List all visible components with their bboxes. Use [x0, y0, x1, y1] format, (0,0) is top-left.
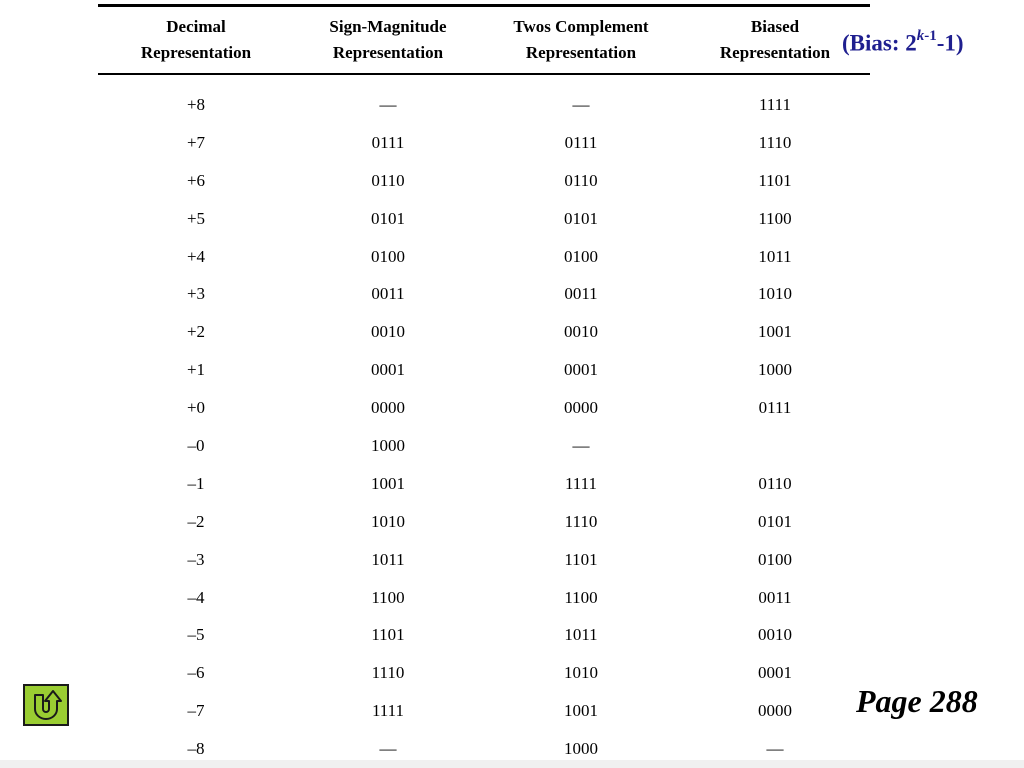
header-decimal-line1: Decimal [166, 17, 226, 36]
cell-biased: 1111 [758, 94, 792, 114]
cell-biased: 0001 [758, 663, 792, 683]
cell-twos-complement: 0000 [564, 398, 598, 418]
bias-exponent-variable: k [916, 28, 925, 44]
cell-twos-complement: 0100 [564, 246, 598, 266]
cell-twos-complement: — [572, 94, 590, 114]
cell-twos-complement: 0101 [564, 208, 598, 228]
table-row [98, 351, 870, 389]
cell-biased: 1000 [758, 360, 792, 380]
table-row [98, 162, 870, 200]
cell-decimal: +5 [186, 208, 206, 228]
table-row [98, 238, 870, 276]
cell-sign-magnitude: 1101 [371, 625, 405, 645]
cell-twos-complement: 0110 [564, 170, 598, 190]
cell-sign-magnitude: — [379, 94, 397, 114]
cell-sign-magnitude: 0100 [371, 246, 405, 266]
cell-sign-magnitude: 0110 [371, 170, 405, 190]
table-row [98, 124, 870, 162]
table-row [98, 465, 870, 503]
header-decimal-line2: Representation [140, 43, 252, 62]
cell-sign-magnitude: 1000 [371, 435, 405, 455]
cell-twos-complement: 1010 [564, 663, 598, 683]
table-row [98, 427, 870, 465]
cell-sign-magnitude: 0101 [371, 208, 405, 228]
cell-decimal: –2 [187, 511, 205, 531]
cell-biased: — [766, 739, 784, 759]
header-twos-complement-line2: Representation [525, 43, 637, 62]
cell-decimal: +2 [186, 322, 206, 342]
cell-decimal: +3 [186, 284, 206, 304]
cell-biased: 1100 [758, 208, 792, 228]
table-row [98, 200, 870, 238]
cell-biased: 0101 [758, 511, 792, 531]
cell-sign-magnitude: — [379, 739, 397, 759]
header-twos-complement [482, 14, 680, 66]
cell-decimal: –0 [187, 435, 205, 455]
representation-table [98, 4, 870, 768]
table-row [98, 654, 870, 692]
cell-twos-complement: 0011 [564, 284, 598, 304]
cell-biased: 0011 [758, 587, 792, 607]
header-biased-line1: Biased [750, 17, 800, 36]
cell-biased: 0010 [758, 625, 792, 645]
table-row [98, 579, 870, 617]
back-button[interactable] [23, 684, 69, 726]
table-row [98, 692, 870, 730]
header-twos-complement-line1: Twos Complement [513, 17, 649, 36]
table-row [98, 86, 870, 124]
header-sign-magnitude-line1: Sign-Magnitude [329, 17, 447, 36]
cell-sign-magnitude: 1111 [371, 701, 405, 721]
cell-decimal: +7 [186, 132, 206, 152]
cell-biased: 1110 [758, 132, 792, 152]
cell-decimal: –1 [187, 473, 205, 493]
page-number-label: Page 288 [856, 683, 978, 719]
cell-biased: 1001 [758, 322, 792, 342]
cell-decimal: –5 [187, 625, 205, 645]
table-header-row [98, 7, 870, 75]
cell-decimal: +8 [186, 94, 206, 114]
table-row [98, 616, 870, 654]
bias-note-prefix: (Bias: 2 [842, 30, 917, 56]
cell-twos-complement: 0001 [564, 360, 598, 380]
cell-sign-magnitude: 0000 [371, 398, 405, 418]
header-decimal [98, 14, 294, 66]
cell-biased: 1010 [758, 284, 792, 304]
cell-twos-complement: 1011 [564, 625, 598, 645]
cell-decimal: –4 [187, 587, 205, 607]
cell-biased: 0000 [758, 701, 792, 721]
header-sign-magnitude-line2: Representation [332, 43, 444, 62]
cell-decimal: –7 [187, 701, 205, 721]
u-turn-up-arrow-icon [29, 689, 63, 721]
cell-decimal: +4 [186, 246, 206, 266]
cell-sign-magnitude: 1010 [371, 511, 405, 531]
cell-sign-magnitude: 1011 [371, 549, 405, 569]
cell-biased: 0111 [758, 398, 792, 418]
cell-twos-complement: 1110 [564, 511, 598, 531]
bias-exponent-rest: -1 [924, 28, 937, 44]
table-row [98, 275, 870, 313]
header-sign-magnitude [294, 14, 482, 66]
table-row [98, 541, 870, 579]
cell-twos-complement: 0010 [564, 322, 598, 342]
cell-biased: 0110 [758, 473, 792, 493]
cell-twos-complement: 1001 [564, 701, 598, 721]
header-biased-line2: Representation [719, 43, 831, 62]
cell-decimal: –3 [187, 549, 205, 569]
cell-twos-complement: 1000 [564, 739, 598, 759]
cell-sign-magnitude: 1100 [371, 587, 405, 607]
table-row [98, 389, 870, 427]
cell-sign-magnitude: 1110 [371, 663, 405, 683]
cell-decimal: +0 [186, 398, 206, 418]
cell-decimal: +6 [186, 170, 206, 190]
cell-sign-magnitude: 1001 [371, 473, 405, 493]
bottom-strip [0, 760, 1024, 768]
cell-decimal: –8 [187, 739, 205, 759]
cell-sign-magnitude: 0011 [371, 284, 405, 304]
cell-sign-magnitude: 0111 [371, 132, 405, 152]
cell-decimal: +1 [186, 360, 206, 380]
cell-decimal: –6 [187, 663, 205, 683]
cell-twos-complement: 1101 [564, 549, 598, 569]
cell-biased: 0100 [758, 549, 792, 569]
cell-twos-complement: 1100 [564, 587, 598, 607]
cell-twos-complement: 0111 [564, 132, 598, 152]
bias-note-suffix: -1) [936, 30, 964, 56]
cell-sign-magnitude: 0010 [371, 322, 405, 342]
table-body [98, 75, 870, 768]
cell-sign-magnitude: 0001 [371, 360, 405, 380]
cell-biased: 1011 [758, 246, 792, 266]
cell-twos-complement: 1111 [564, 473, 598, 493]
table-row [98, 313, 870, 351]
cell-biased: 1101 [758, 170, 792, 190]
cell-twos-complement: — [572, 435, 590, 455]
bias-note [842, 30, 964, 57]
bias-exponent [917, 28, 937, 44]
table-row [98, 503, 870, 541]
